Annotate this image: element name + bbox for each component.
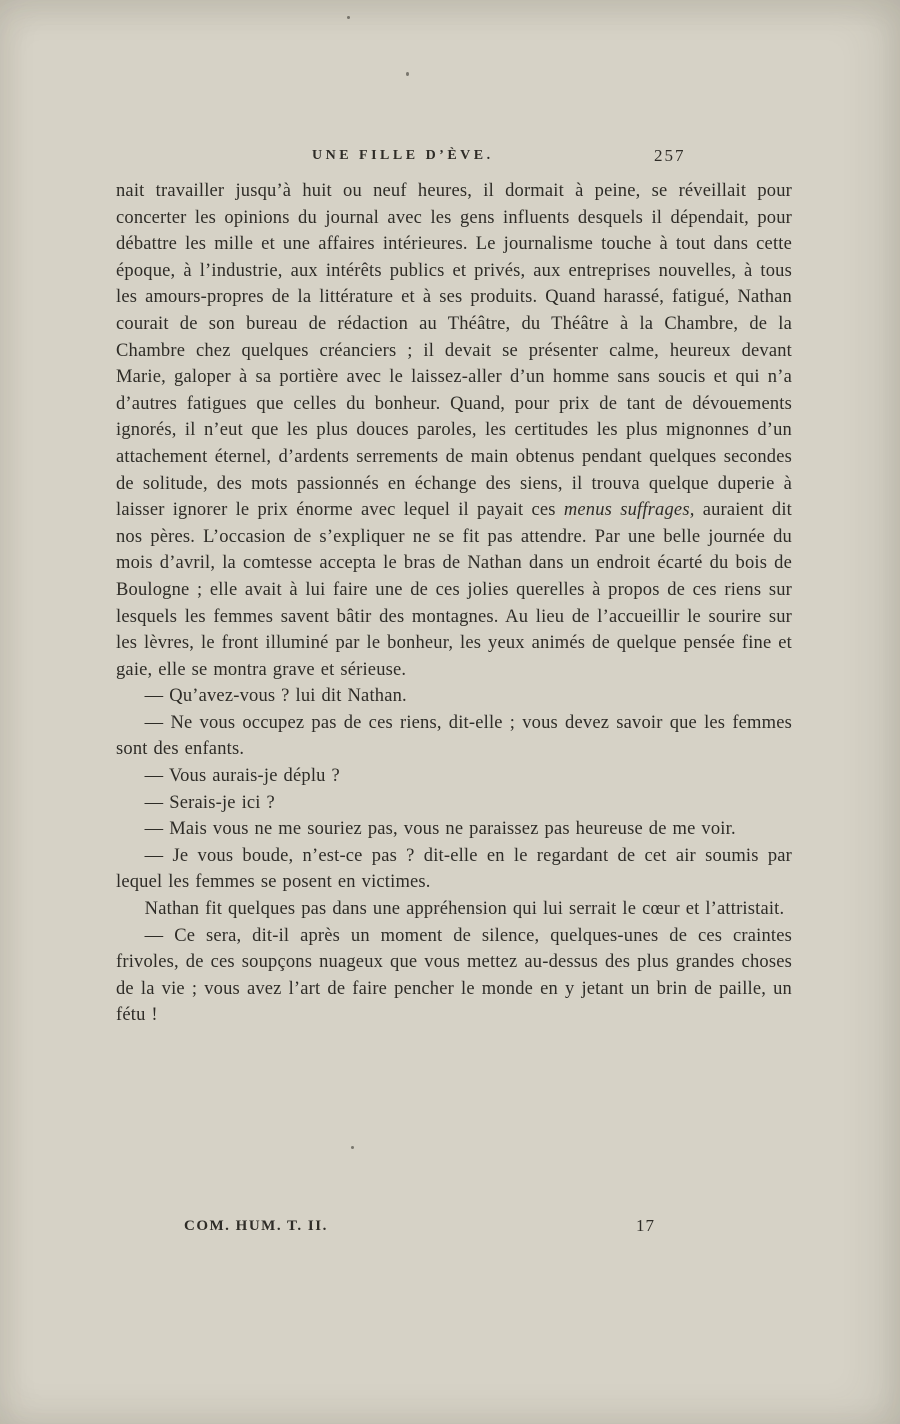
text-run: nait travailler jusqu’à huit ou neuf heures, il dormait à peine, se réveillait pour concerter les opinions du journal avec les gens influents desquels il dépendait, pour débattre les mille et une affaires intérieures. Le journalisme touche à tout dans cette époque, à l’industrie, aux intérêts publics et privés, aux entreprises nouvelles, à tous les amours-propres de la littérature et à ses produits. Quand harassé, fatigué, Nathan courait de son bureau de rédaction au Théâtre, du Théâtre à la Chambre, de la Chambre chez quelques créanciers ; il devait se présenter calme, heureux devant Marie, galoper à sa portière avec le laissez-aller d’un homme sans soucis et qui n’a d’autres fatigues que celles du bonheur. Quand, pour prix de tant de dévouements ignorés, il n’eut que les plus douces paroles, les certitudes les plus mignonnes d’un attachement éternel, d’ardents serrements de main obtenus pendant quelques secondes de solitude, des mots passionnés en échange des siens, il trouva quelque duperie à laisser ignorer le prix énorme avec lequel il payait ces [116, 181, 792, 521]
gathering-number: 17 [636, 1216, 655, 1235]
running-header [116, 146, 792, 174]
text-run: — Ce sera, dit-il après un moment de silence, quelques-unes de ces craintes frivoles, de ces soupçons nuageux que vous mettez au-dessus des plus grandes choses de la vie ; vous avez l’art de faire pencher le monde en y jetant un brin de paille, un fétu ! [116, 925, 792, 1026]
page-number: 257 [654, 146, 686, 165]
scan-speck [406, 72, 409, 76]
text-run: — Vous aurais-je déplu ? [144, 766, 340, 787]
paragraph [116, 763, 792, 790]
paragraph [116, 790, 792, 817]
running-header-title: UNE FILLE D’ÈVE. [312, 148, 494, 163]
text-run: — Ne vous occupez pas de ces riens, dit-elle ; vous devez savoir que les femmes sont des enfants. [116, 712, 792, 760]
paragraph [116, 710, 792, 763]
paragraph [116, 683, 792, 710]
text-run: — Serais-je ici ? [144, 792, 275, 813]
volume-signature: COM. HUM. T. II. [184, 1218, 328, 1234]
text-column [116, 146, 792, 1029]
paragraph [116, 178, 792, 683]
italic-run: menus suffrages, [563, 500, 695, 521]
page-footer [116, 1218, 792, 1244]
paragraph [116, 843, 792, 896]
scan-speck [351, 1146, 354, 1149]
text-run: auraient dit nos pères. L’occasion de s’expliquer ne se fit pas attendre. Par une belle journée du mois d’avril, la comtesse accepta le bras de Nathan dans un endroit écarté du bois de Boulogne ; elle avait à lui faire une de ces jolies querelles à propos de ces riens sur lesquels les femmes savent bâtir des montagnes. Au lieu de l’accueillir le sourire sur les lèvres, le front illuminé par le bonheur, les yeux animés de quelque pensée fine et gaie, elle se montra grave et sérieuse. [116, 500, 792, 680]
paragraph [116, 923, 792, 1029]
text-run: — Mais vous ne me souriez pas, vous ne paraissez pas heureuse de me voir. [144, 819, 736, 840]
body-text [116, 178, 792, 1029]
scan-speck [347, 16, 350, 19]
text-run: — Je vous boude, n’est-ce pas ? dit-elle en le regardant de cet air soumis par lequel les femmes se posent en victimes. [116, 845, 792, 893]
text-run: — Qu’avez-vous ? lui dit Nathan. [144, 686, 407, 707]
text-run: Nathan fit quelques pas dans une appréhension qui lui serrait le cœur et l’attristait. [144, 899, 785, 920]
paragraph [116, 816, 792, 843]
paragraph [116, 896, 792, 923]
